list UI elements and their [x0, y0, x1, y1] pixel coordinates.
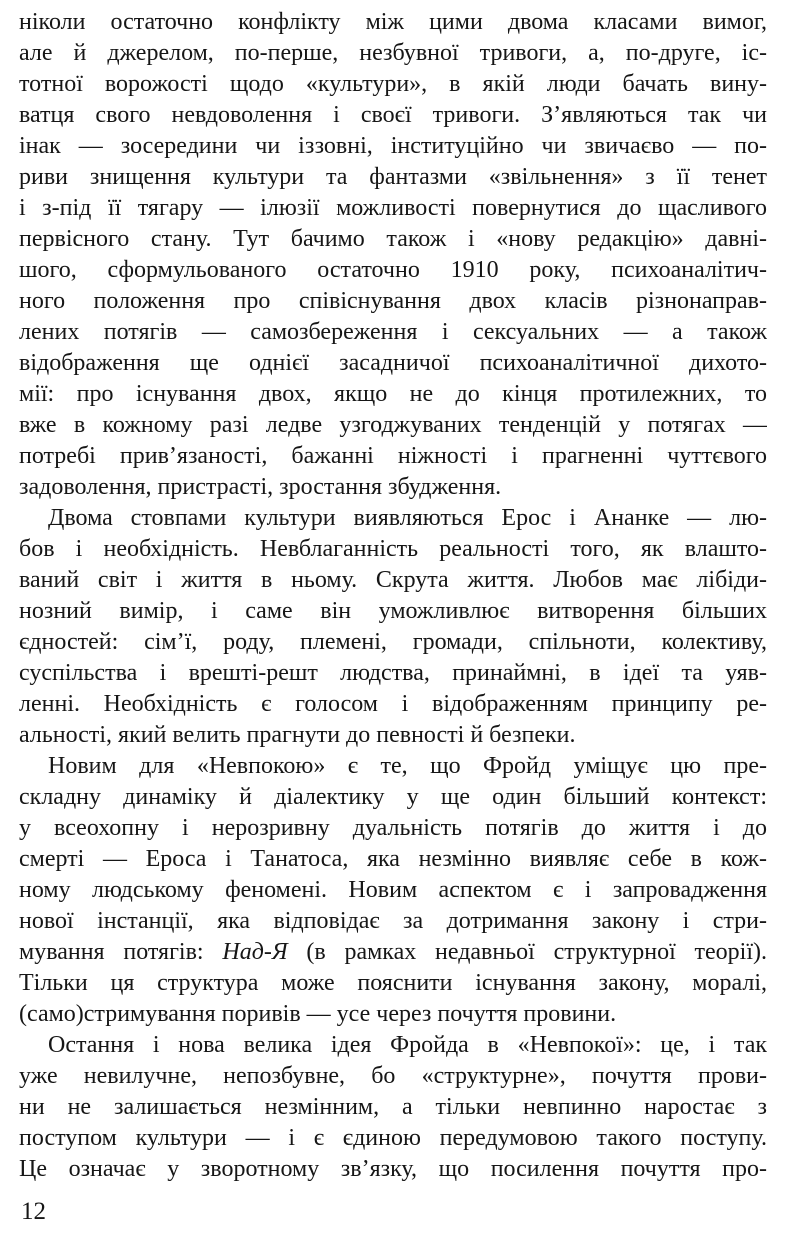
text-block	[19, 7, 767, 1185]
text-line	[19, 317, 767, 348]
text-segment: лених потягів — самозбереження і сексуальних — а також	[19, 319, 767, 345]
paragraph	[19, 503, 767, 751]
text-segment: тотної ворожості щодо «культури», в якій люди бачать вину-	[19, 71, 767, 97]
text-line	[19, 131, 767, 162]
text-line	[19, 255, 767, 286]
italic-text-segment: Над-Я	[222, 939, 288, 965]
text-segment: і з-під її тягару — ілюзії можливості повернутися до щасливого	[19, 195, 767, 221]
text-segment: ватця свого невдоволення і своєї тривоги. З’являються так чи	[19, 102, 767, 128]
text-segment: ному людському феномені. Новим аспектом є і запровадження	[19, 877, 767, 903]
text-line	[19, 999, 767, 1030]
text-line	[19, 410, 767, 441]
text-line	[19, 1154, 767, 1185]
text-line	[19, 689, 767, 720]
text-line	[19, 503, 767, 534]
text-segment: вже в кожному разі ледве узгоджуваних тенденцій у потягах —	[19, 412, 767, 438]
text-segment: (само)стримування поривів — усе через почуття провини.	[19, 1001, 617, 1027]
text-segment: Це означає у зворотному зв’язку, що посилення почуття про-	[19, 1156, 767, 1182]
text-segment: нозний вимір, і саме він уможливлює витворення більших	[19, 598, 767, 624]
text-segment: інак — зосередини чи іззовні, інституційно чи звичаєво — по-	[19, 133, 767, 159]
text-segment: задоволення, пристрасті, зростання збудження.	[19, 474, 502, 500]
text-segment: (в рамках недавньої структурної теорії).	[287, 939, 767, 965]
text-line	[19, 627, 767, 658]
text-line	[19, 875, 767, 906]
text-segment: мування потягів:	[19, 939, 223, 965]
text-line	[19, 534, 767, 565]
text-segment: шого, сформульованого остаточно 1910 року, психоаналітич-	[19, 257, 767, 283]
text-line	[19, 906, 767, 937]
paragraph	[19, 1030, 767, 1185]
text-segment: у всеохопну і нерозривну дуальність потягів до життя і до	[19, 815, 767, 841]
text-line	[19, 348, 767, 379]
text-segment: відображення ще однієї засадничої психоаналітичної дихото-	[19, 350, 767, 376]
text-line	[19, 844, 767, 875]
text-segment: єдностей: сім’ї, роду, племені, громади, спільноти, колективу,	[19, 629, 767, 655]
text-line	[19, 38, 767, 69]
text-segment: нової інстанції, яка відповідає за дотримання закону і стри-	[19, 908, 767, 934]
text-segment: Тільки ця структура може пояснити існування закону, моралі,	[19, 970, 767, 996]
text-line	[19, 379, 767, 410]
text-line	[19, 286, 767, 317]
text-line	[19, 441, 767, 472]
text-segment: смерті — Ероса і Танатоса, яка незмінно виявляє себе в кож-	[19, 846, 767, 872]
paragraph	[19, 751, 767, 1030]
text-line	[19, 162, 767, 193]
text-line	[19, 7, 767, 38]
text-line	[19, 1061, 767, 1092]
text-segment: Остання і нова велика ідея Фройда в «Невпокої»: це, і так	[48, 1032, 767, 1058]
text-line	[19, 937, 767, 968]
text-segment: уже невилучне, непозбувне, бо «структурне», почуття прови-	[19, 1063, 767, 1089]
text-segment: потребі прив’язаності, бажанні ніжності і прагненні чуттєвого	[19, 443, 767, 469]
text-line	[19, 193, 767, 224]
text-line	[19, 100, 767, 131]
text-segment: ни не залишається незмінним, а тільки невпинно наростає з	[19, 1094, 767, 1120]
text-segment: поступом культури — і є єдиною передумовою такого поступу.	[19, 1125, 767, 1151]
text-line	[19, 751, 767, 782]
text-line	[19, 1030, 767, 1061]
text-segment: ного положення про співіснування двох класів різнонаправ-	[19, 288, 767, 314]
text-segment: складну динаміку й діалектику у ще один більший контекст:	[19, 784, 767, 810]
text-segment: але й джерелом, по-перше, незбувної тривоги, а, по-друге, іс-	[19, 40, 767, 66]
text-segment: риви знищення культури та фантазми «звільнення» з її тенет	[19, 164, 767, 190]
text-segment: ленні. Необхідність є голосом і відображенням принципу ре-	[19, 691, 767, 717]
text-segment: мії: про існування двох, якщо не до кінця протилежних, то	[19, 381, 767, 407]
text-segment: первісного стану. Тут бачимо також і «нову редакцію» давні-	[19, 226, 767, 252]
text-segment: бов і необхідність. Невблаганність реальності того, як влашто-	[19, 536, 767, 562]
text-line	[19, 1092, 767, 1123]
text-line	[19, 224, 767, 255]
text-line	[19, 565, 767, 596]
text-line	[19, 1123, 767, 1154]
page-number: 12	[21, 1198, 46, 1225]
text-line	[19, 813, 767, 844]
text-line	[19, 69, 767, 100]
text-segment: Двома стовпами культури виявляються Ерос і Ананке — лю-	[48, 505, 767, 531]
text-line	[19, 968, 767, 999]
text-line	[19, 658, 767, 689]
text-line	[19, 596, 767, 627]
text-line	[19, 782, 767, 813]
text-line	[19, 472, 767, 503]
text-segment: Новим для «Невпокою» є те, що Фройд уміщує цю пре-	[48, 753, 767, 779]
text-segment: ніколи остаточно конфлікту між цими двома класами вимог,	[19, 9, 767, 35]
text-segment: суспільства і врешті-решт людства, принаймні, в ідеї та уяв-	[19, 660, 767, 686]
text-segment: ваний світ і життя в ньому. Скрута життя. Любов має лібіди-	[19, 567, 767, 593]
text-segment: альності, який велить прагнути до певності й безпеки.	[19, 722, 576, 748]
text-line	[19, 720, 767, 751]
paragraph	[19, 7, 767, 503]
